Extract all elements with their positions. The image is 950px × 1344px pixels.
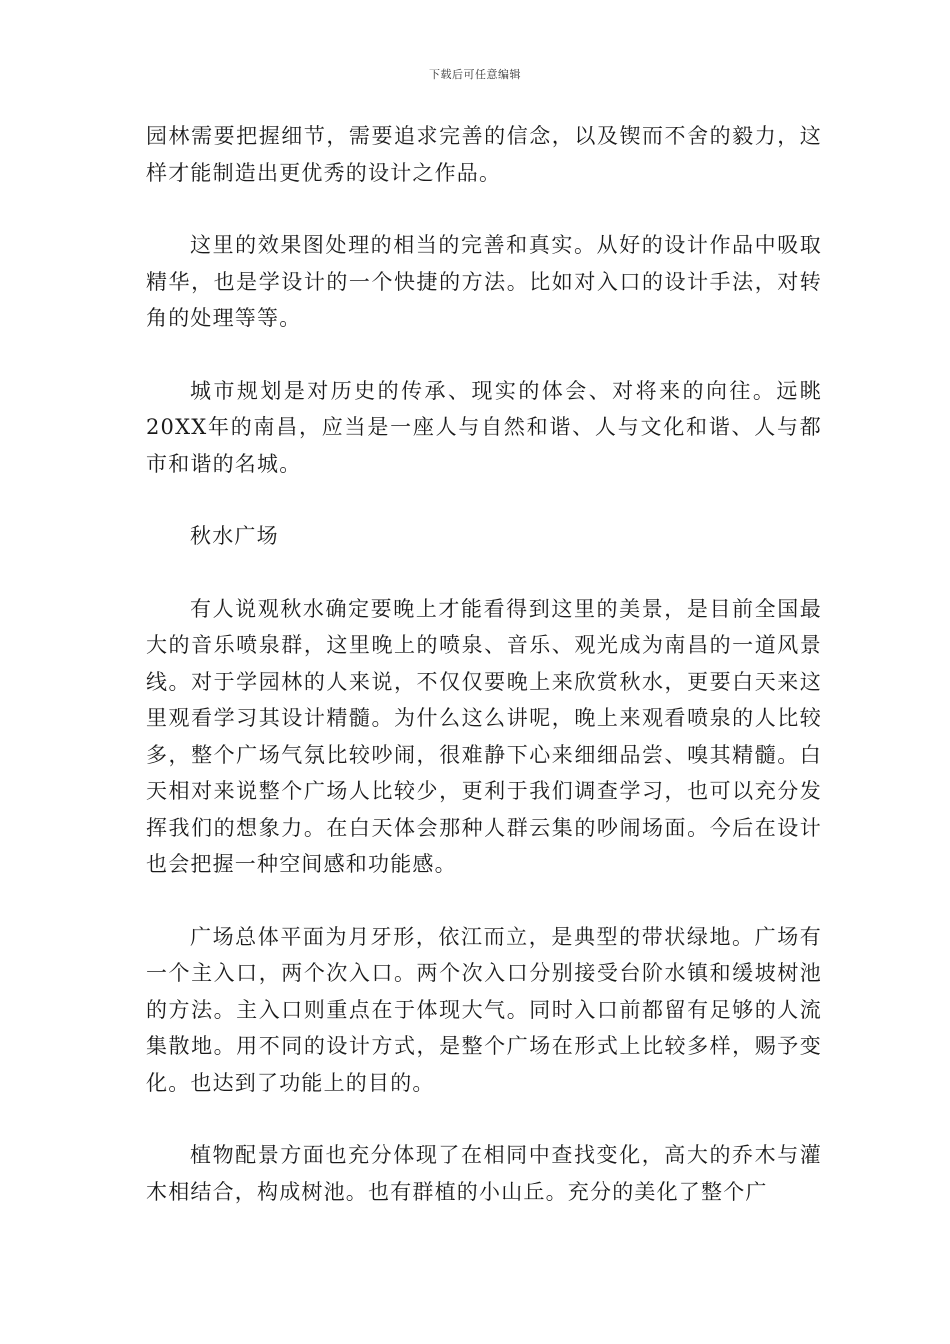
paragraph-6: 植物配景方面也充分体现了在相同中查找变化，高大的乔木与灌木相结合，构成树池。也有群植的小山丘。充分的美化了整个广 <box>146 1143 822 1204</box>
section-heading: 秋水广场 <box>190 524 279 548</box>
paragraph-1: 园林需要把握细节，需要追求完善的信念，以及锲而不舍的毅力，这样才能制造出更优秀的设计之作品。 <box>146 124 822 185</box>
paragraph-2: 这里的效果图处理的相当的完善和真实。从好的设计作品中吸取精华，也是学设计的一个快捷的方法。比如对入口的设计手法，对转角的处理等等。 <box>146 233 822 330</box>
paragraph-3: 城市规划是对历史的传承、现实的体会、对将来的向往。远眺20XX年的南昌，应当是一座人与自然和谐、人与文化和谐、人与都市和谐的名城。 <box>146 378 822 476</box>
paragraph-4: 有人说观秋水确定要晚上才能看得到这里的美景，是目前全国最大的音乐喷泉群，这里晚上的喷泉、音乐、观光成为南昌的一道风景线。对于学园林的人来说，不仅仅要晚上来欣赏秋水，更要白天来这里观看学习其设计精髓。为什么这么讲呢，晚上来观看喷泉的人比较多，整个广场气氛比较吵闹，很难静下心来细细品尝、嗅其精髓。白天相对来说整个广场人比较少，更利于我们调查学习，也可以充分发挥我们的想象力。在白天体会那种人群云集的吵闹场面。今后在设计也会把握一种空间感和功能感。 <box>146 596 822 876</box>
document-body <box>146 118 822 1246</box>
page-header: 下载后可任意编辑 <box>429 68 521 81</box>
paragraph-5: 广场总体平面为月牙形，依江而立，是典型的带状绿地。广场有一个主入口，两个次入口。两个次入口分别接受台阶水镇和缓坡树池的方法。主入口则重点在于体现大气。同时入口前都留有足够的人流集散地。用不同的设计方式，是整个广场在形式上比较多样，赐予变化。也达到了功能上的目的。 <box>146 924 822 1095</box>
